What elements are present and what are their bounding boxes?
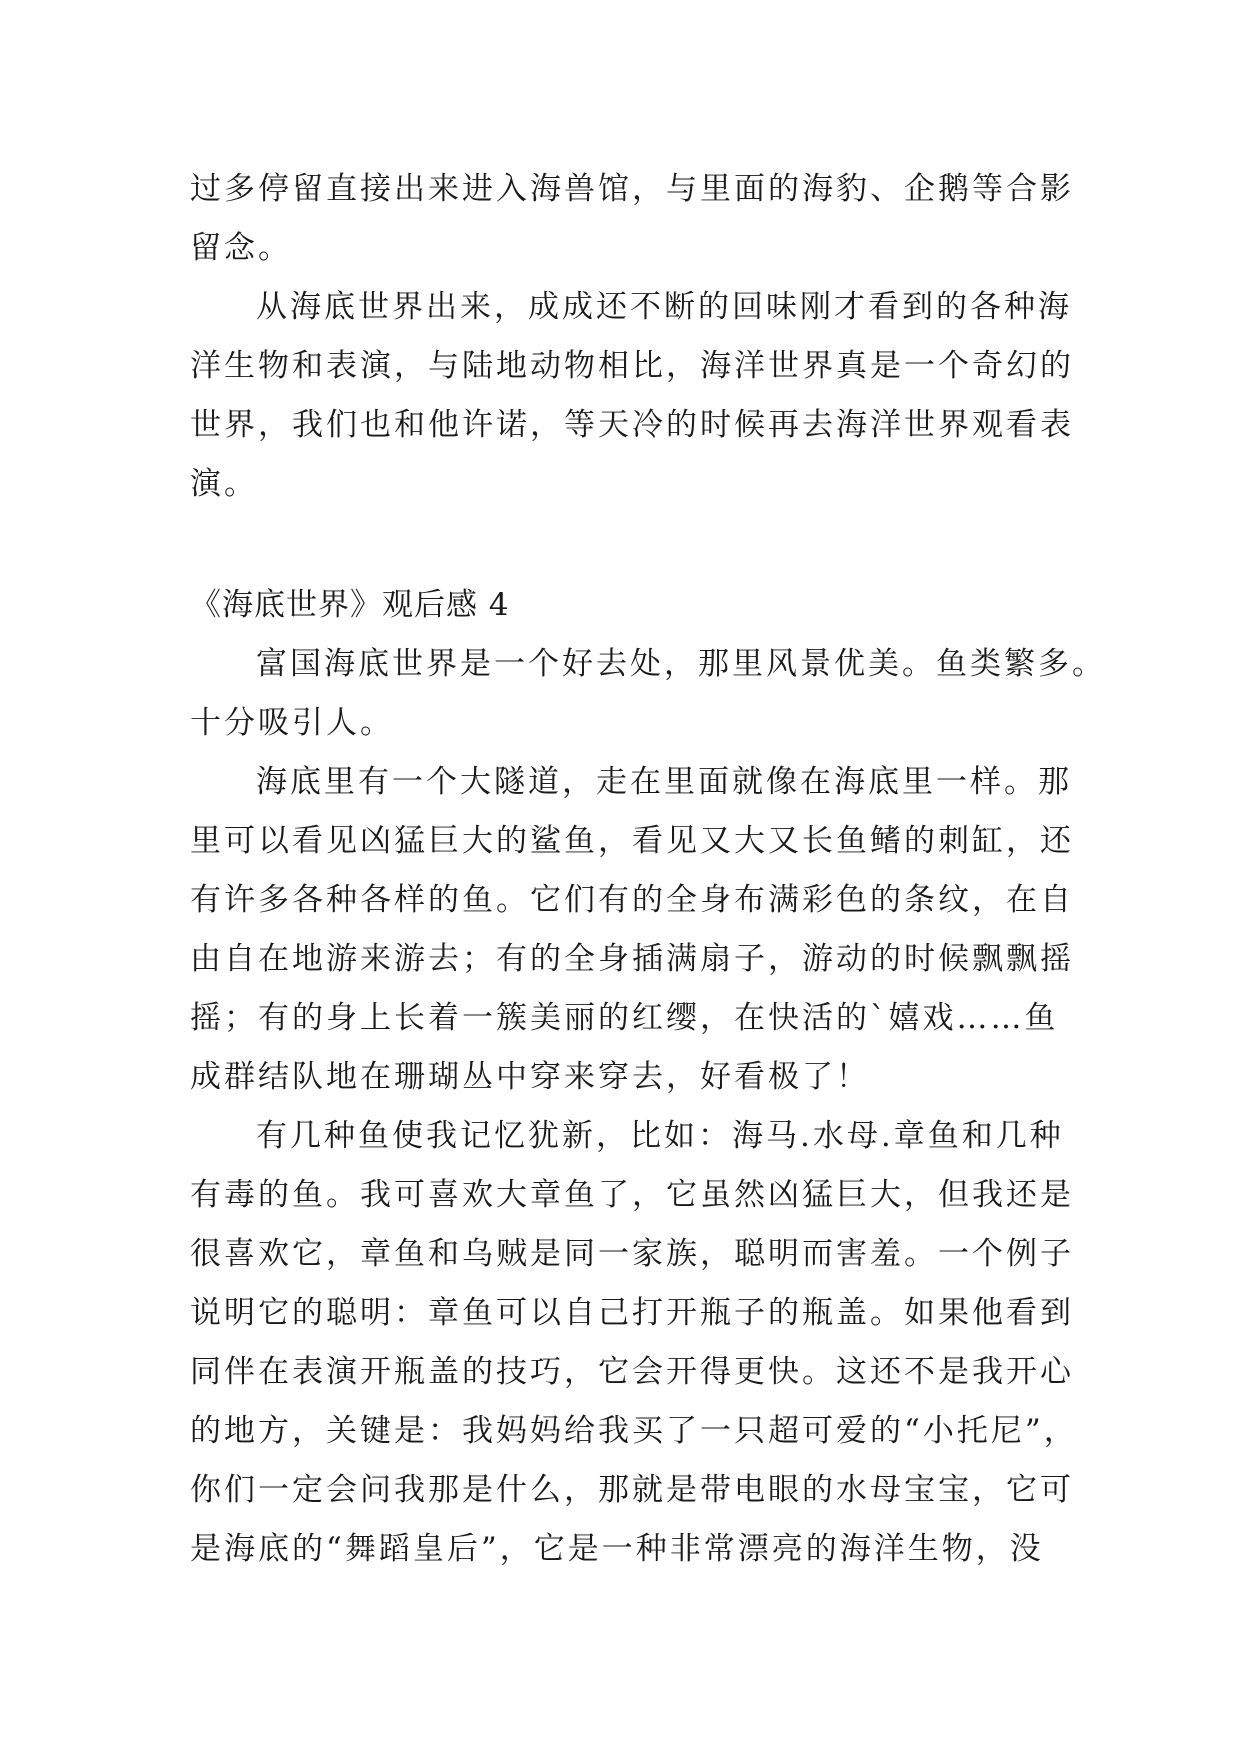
text-line: 摇；有的身上长着一簇美丽的红缨，在快活的`嬉戏……鱼 — [190, 1000, 1059, 1036]
paragraph — [190, 278, 1074, 514]
text-line: 有许多各种各样的鱼。它们有的全身布满彩色的条纹，在自 — [190, 882, 1074, 918]
text-line: 你们一定会问我那是什么，那就是带电眼的水母宝宝，它可 — [190, 1472, 1074, 1508]
text-line: 海底里有一个大隧道，走在里面就像在海底里一样。那 — [256, 764, 1072, 800]
section-title: 《海底世界》观后感 4 — [190, 587, 510, 623]
text-line: 世界，我们也和他许诺，等天冷的时候再去海洋世界观看表 — [190, 407, 1074, 443]
text-line: 从海底世界出来，成成还不断的回味刚才看到的各种海 — [256, 289, 1072, 325]
paragraph — [190, 160, 1074, 278]
text-line: 十分吸引人。 — [190, 705, 394, 741]
text-line: 的地方，关键是：我妈妈给我买了一只超可爱的“小托尼”， — [190, 1413, 1078, 1449]
text-line: 留念。 — [190, 230, 292, 266]
document-body — [190, 160, 1106, 1579]
text-line: 同伴在表演开瓶盖的技巧，它会开得更快。这还不是我开心 — [190, 1354, 1074, 1390]
text-line: 是海底的“舞蹈皇后”，它是一种非常漂亮的海洋生物，没 — [190, 1531, 1044, 1567]
text-line: 过多停留直接出来进入海兽馆，与里面的海豹、企鹅等合影 — [190, 171, 1074, 207]
text-line: 里可以看见凶猛巨大的鲨鱼，看见又大又长鱼鳍的刺缸，还 — [190, 823, 1074, 859]
text-line: 由自在地游来游去；有的全身插满扇子，游动的时候飘飘摇 — [190, 941, 1074, 977]
text-line: 洋生物和表演，与陆地动物相比，海洋世界真是一个奇幻的 — [190, 348, 1074, 384]
paragraph — [190, 635, 1106, 753]
paragraph — [190, 753, 1074, 1107]
text-line: 有几种鱼使我记忆犹新，比如：海马.水母.章鱼和几种 — [256, 1118, 1064, 1154]
text-line: 说明它的聪明：章鱼可以自己打开瓶子的瓶盖。如果他看到 — [190, 1295, 1074, 1331]
text-line: 有毒的鱼。我可喜欢大章鱼了，它虽然凶猛巨大，但我还是 — [190, 1177, 1074, 1213]
text-line: 富国海底世界是一个好去处，那里风景优美。鱼类繁多。 — [256, 646, 1106, 682]
paragraph — [190, 1107, 1078, 1579]
text-line: 成群结队地在珊瑚丛中穿来穿去，好看极了！ — [190, 1059, 870, 1095]
text-line: 演。 — [190, 466, 258, 502]
section-spacer — [190, 514, 1050, 576]
text-line: 很喜欢它，章鱼和乌贼是同一家族，聪明而害羞。一个例子 — [190, 1236, 1074, 1272]
